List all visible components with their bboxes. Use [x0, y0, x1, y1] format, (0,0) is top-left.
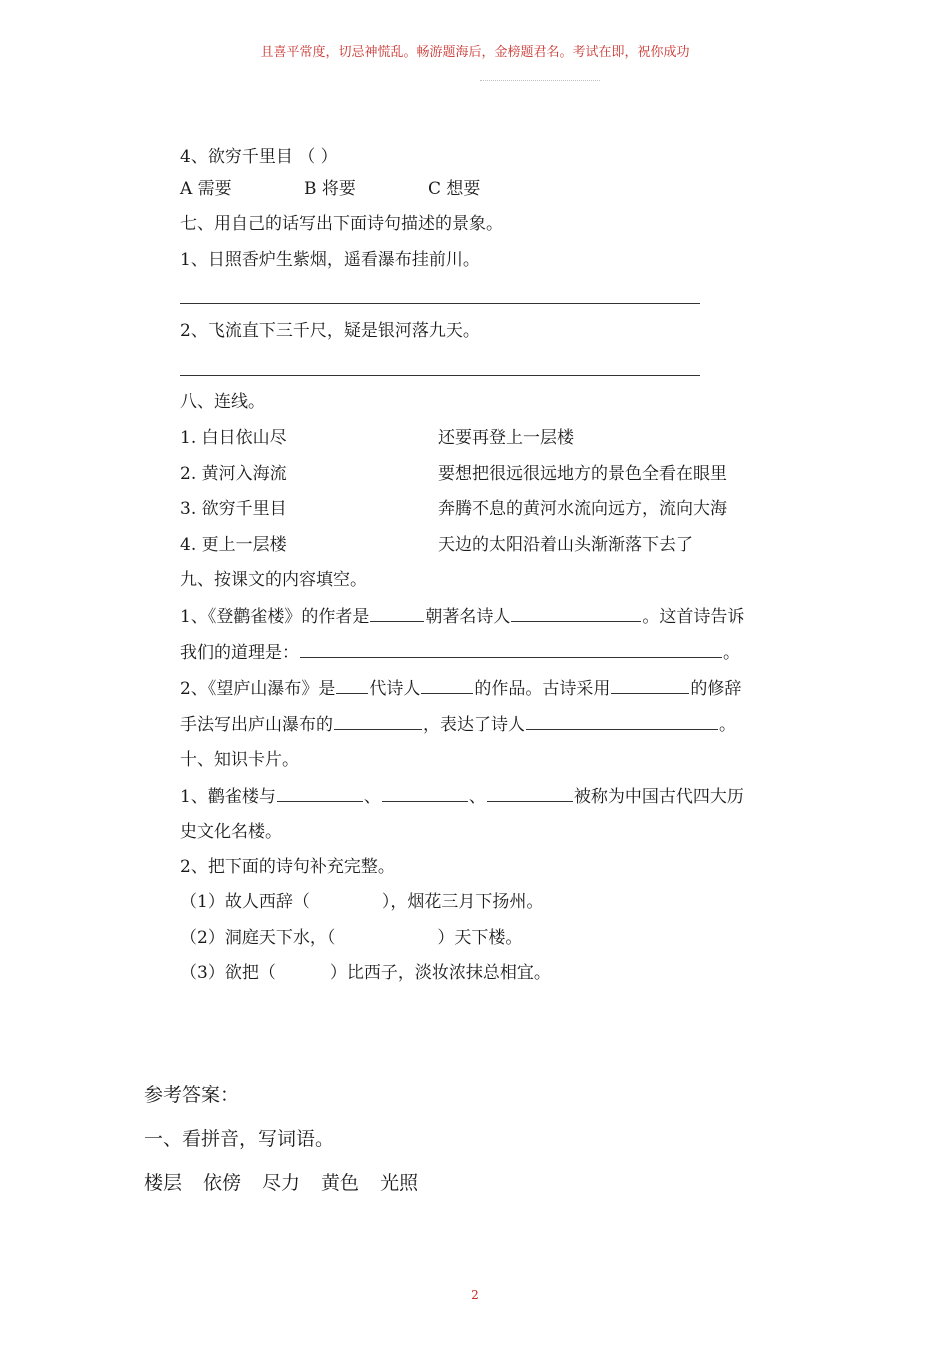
option-b: B 将要: [304, 179, 356, 199]
section-8-title: 八、连线。: [180, 392, 265, 412]
match-left-4: 4. 更上一层楼: [180, 535, 287, 555]
s9-i1-text-a: 1、《登鹳雀楼》的作者是: [180, 607, 370, 627]
blank-rhetoric[interactable]: [611, 677, 689, 694]
poem-2-start: （2）洞庭天下水，（: [180, 928, 336, 948]
blank-feature[interactable]: [334, 713, 422, 730]
blank-feeling[interactable]: [526, 713, 718, 730]
match-right-3: 奔腾不息的黄河水流向远方，流向大海: [438, 499, 727, 519]
section-9-title: 九、按课文的内容填空。: [180, 570, 367, 590]
answer-word: 楼层: [144, 1172, 183, 1194]
s9-i2-text-a: 2、《望庐山瀑布》是: [180, 679, 336, 699]
s9-i2-text-e: 手法写出庐山瀑布的: [180, 715, 333, 735]
section-7-item-2: 2、飞流直下三千尺，疑是银河落九天。: [180, 321, 480, 341]
blank-poet-1[interactable]: [511, 605, 641, 622]
question-6-4: 4、欲穷千里目 （ ）: [180, 147, 338, 167]
blank-tower-2[interactable]: [382, 785, 468, 802]
blank-poet-2[interactable]: [421, 677, 473, 694]
section-9-item-2-line-1: [180, 677, 741, 700]
s9-i1-text-d: 我们的道理是：: [180, 643, 299, 663]
match-right-2: 要想把很远很远地方的景色全看在眼里: [438, 464, 727, 484]
poem-1-start: （1）故人西辞（: [180, 892, 310, 912]
s9-i2-text-c: 的作品。古诗采用: [474, 679, 611, 699]
section-9-item-1-line-2: [180, 641, 740, 664]
s9-i2-text-g: 。: [719, 715, 736, 735]
s9-i2-text-b: 代诗人: [369, 679, 421, 699]
answer-word: 尽力: [262, 1172, 301, 1194]
page-number: 2: [471, 1288, 479, 1302]
answer-line-1: [180, 303, 700, 304]
poem-2-end: ）天下楼。: [437, 928, 523, 948]
match-right-1: 还要再登上一层楼: [438, 428, 574, 448]
section-7-title: 七、用自己的话写出下面诗句描述的景象。: [180, 214, 503, 234]
blank-tower-1[interactable]: [277, 785, 363, 802]
s10-sep-1: 、: [363, 787, 381, 807]
poem-3-start: （3）欲把（: [180, 963, 276, 983]
poem-1-end: ），烟花三月下扬州。: [381, 892, 544, 912]
answer-word: 光照: [380, 1172, 419, 1194]
s9-i2-text-f: ，表达了诗人: [423, 715, 525, 735]
section-10-item-2-title: 2、把下面的诗句补充完整。: [180, 857, 395, 877]
answers-section-1-title: 一、看拼音，写词语。: [144, 1128, 335, 1150]
s9-i2-text-d: 的修辞: [690, 679, 742, 699]
section-10-item-1-line-2: 史文化名楼。: [180, 822, 282, 842]
blank-tower-3[interactable]: [487, 785, 573, 802]
answers-words: [144, 1171, 439, 1195]
answer-word: 黄色: [321, 1172, 360, 1194]
s9-i1-text-e: 。: [723, 643, 740, 663]
option-c: C 想要: [428, 179, 481, 199]
blank-dynasty-2[interactable]: [336, 677, 368, 694]
section-7-item-1: 1、日照香炉生紫烟，遥看瀑布挂前川。: [180, 250, 480, 270]
option-a: A 需要: [180, 179, 232, 199]
s10-sep-2: 、: [468, 787, 486, 807]
answer-line-2: [180, 375, 700, 376]
poem-fill-1: [180, 891, 543, 913]
blank-lesson[interactable]: [300, 641, 722, 658]
match-left-3: 3. 欲穷千里目: [180, 499, 287, 519]
match-right-4: 天边的太阳沿着山头渐渐落下去了: [438, 535, 693, 555]
header-motto: 且喜平常度，切忌神慌乱。畅游题海后，金榜题君名。考试在即，祝你成功: [260, 45, 690, 60]
match-left-1: 1. 白日依山尽: [180, 428, 287, 448]
s10-i1-text-a: 1、鹳雀楼与: [180, 787, 276, 807]
section-9-item-2-line-2: [180, 713, 736, 736]
match-left-2: 2. 黄河入海流: [180, 464, 287, 484]
poem-3-end: ）比西子，淡妆浓抹总相宜。: [329, 963, 551, 983]
s9-i1-text-b: 朝著名诗人: [425, 607, 511, 627]
poem-fill-3: [180, 962, 551, 984]
answers-title: 参考答案：: [144, 1084, 240, 1106]
section-10-title: 十、知识卡片。: [180, 750, 299, 770]
header-divider: [480, 80, 600, 84]
s10-i1-text-b: 被称为中国古代四大历: [573, 787, 744, 807]
blank-dynasty-1[interactable]: [370, 605, 424, 622]
poem-fill-2: [180, 927, 522, 949]
answer-word: 依傍: [203, 1172, 242, 1194]
s9-i1-text-c: 。这首诗告诉: [642, 607, 745, 627]
section-10-item-1-line-1: [180, 785, 744, 808]
section-9-item-1-line-1: [180, 605, 744, 628]
